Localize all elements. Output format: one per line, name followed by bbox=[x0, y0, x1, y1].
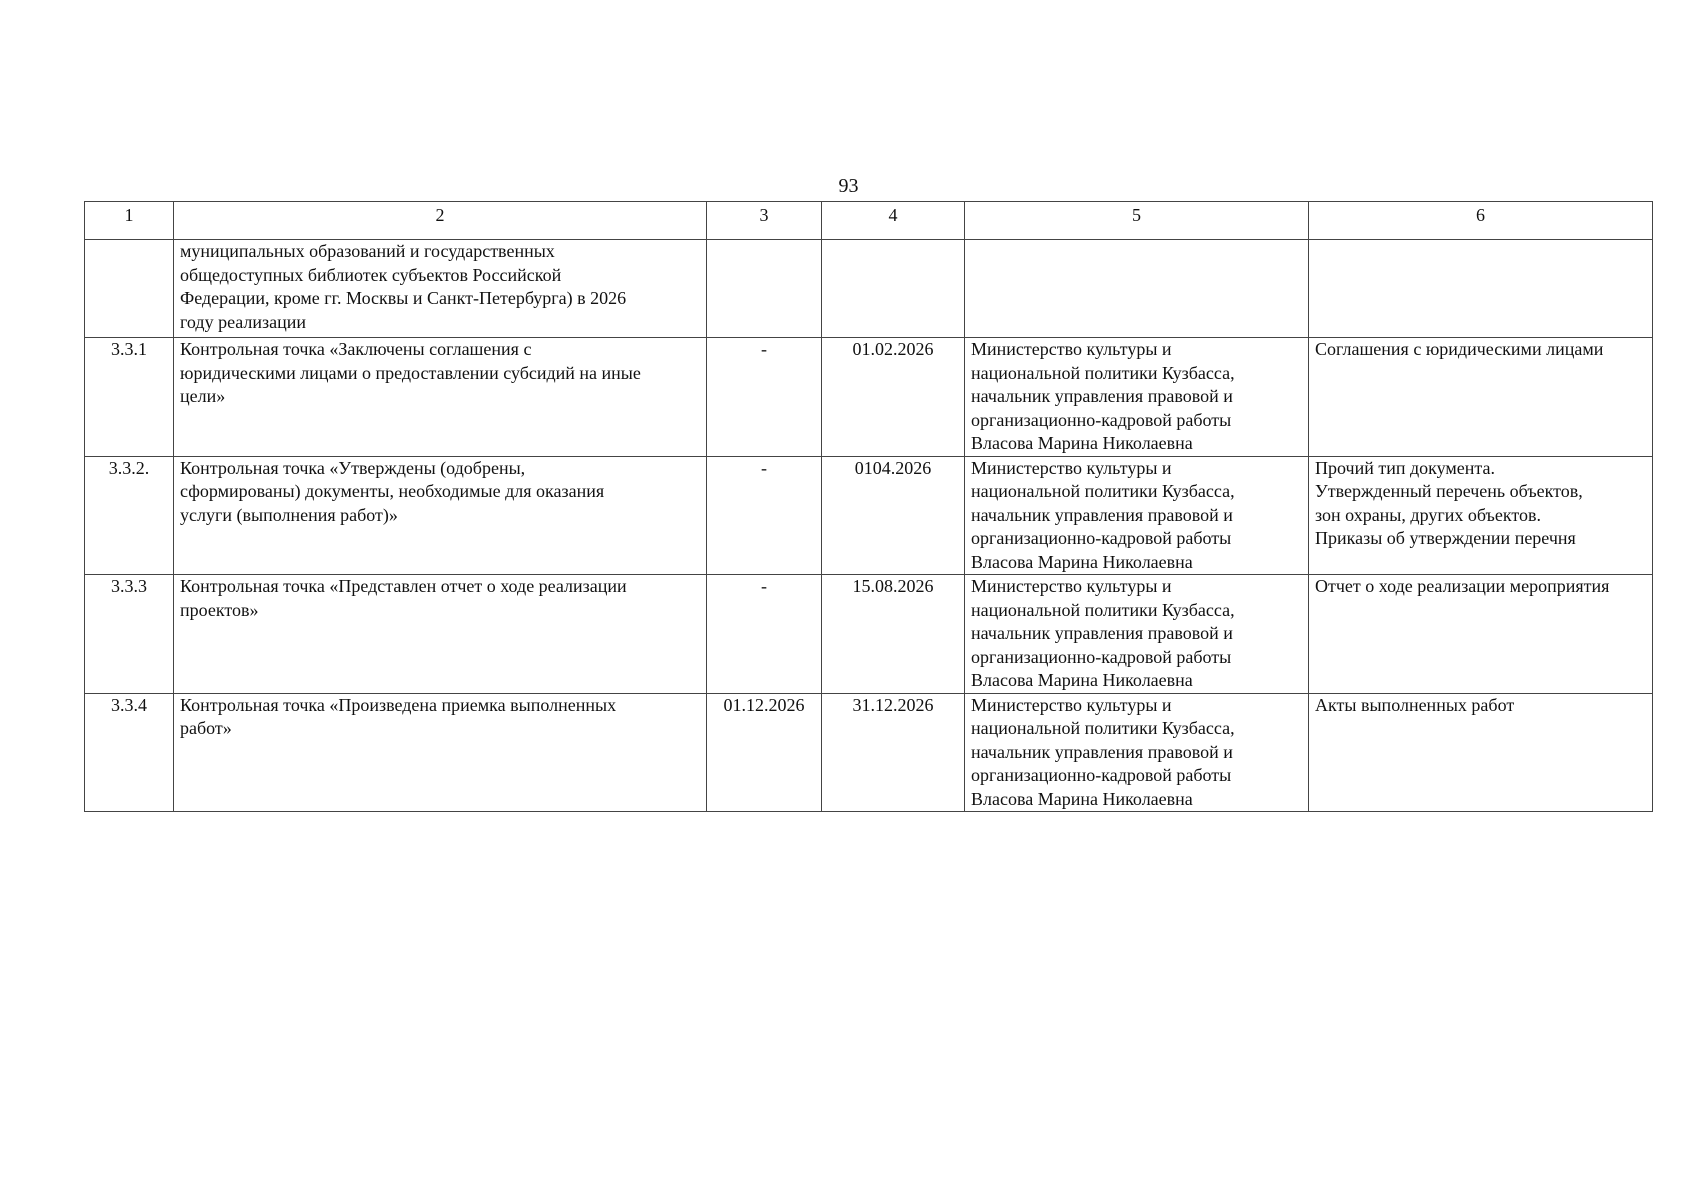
page-number: 93 bbox=[838, 175, 859, 197]
row-name: муниципальных образований и государственных общедоступных библиотек субъектов Российской Федерации, кроме гг. Москвы и Санкт-Петербурга) в 2026 году реализации bbox=[174, 240, 707, 338]
row-result bbox=[1309, 240, 1653, 338]
row-number: 3.3.3 bbox=[85, 575, 174, 694]
row-result: Прочий тип документа. Утвержденный перечень объектов, зон охраны, других объектов. Приказы об утверждении перечня bbox=[1309, 456, 1653, 575]
row-result: Отчет о ходе реализации мероприятия bbox=[1309, 575, 1653, 694]
row-result: Акты выполненных работ bbox=[1309, 693, 1653, 812]
row-start-date: 01.12.2026 bbox=[707, 693, 822, 812]
row-responsible: Министерство культуры и национальной политики Кузбасса, начальник управления правовой и организационно-кадровой работы Власова Марина Николаевна bbox=[965, 338, 1309, 457]
row-start-date bbox=[707, 240, 822, 338]
table-row bbox=[85, 693, 1653, 812]
row-start-date: - bbox=[707, 456, 822, 575]
header-col-5: 5 bbox=[965, 202, 1309, 240]
row-number bbox=[85, 240, 174, 338]
header-col-2: 2 bbox=[174, 202, 707, 240]
row-name: Контрольная точка «Утверждены (одобрены, сформированы) документы, необходимые для оказания услуги (выполнения работ)» bbox=[174, 456, 707, 575]
table-row bbox=[85, 338, 1653, 457]
control-points-table bbox=[84, 201, 1653, 812]
table-row-continuation bbox=[85, 240, 1653, 338]
table-row bbox=[85, 456, 1653, 575]
row-name: Контрольная точка «Произведена приемка выполненных работ» bbox=[174, 693, 707, 812]
table-body bbox=[85, 240, 1653, 812]
row-end-date bbox=[822, 240, 965, 338]
row-end-date: 0104.2026 bbox=[822, 456, 965, 575]
row-number: 3.3.4 bbox=[85, 693, 174, 812]
header-col-3: 3 bbox=[707, 202, 822, 240]
row-name: Контрольная точка «Заключены соглашения с юридическими лицами о предоставлении субсидий на иные цели» bbox=[174, 338, 707, 457]
row-number: 3.3.2. bbox=[85, 456, 174, 575]
row-end-date: 31.12.2026 bbox=[822, 693, 965, 812]
header-col-4: 4 bbox=[822, 202, 965, 240]
row-start-date: - bbox=[707, 575, 822, 694]
row-responsible: Министерство культуры и национальной политики Кузбасса, начальник управления правовой и организационно-кадровой работы Власова Марина Николаевна bbox=[965, 575, 1309, 694]
header-row bbox=[85, 202, 1653, 240]
table-header bbox=[85, 202, 1653, 240]
row-responsible bbox=[965, 240, 1309, 338]
row-result: Соглашения с юридическими лицами bbox=[1309, 338, 1653, 457]
row-start-date: - bbox=[707, 338, 822, 457]
header-col-6: 6 bbox=[1309, 202, 1653, 240]
row-end-date: 01.02.2026 bbox=[822, 338, 965, 457]
row-name: Контрольная точка «Представлен отчет о ходе реализации проектов» bbox=[174, 575, 707, 694]
row-end-date: 15.08.2026 bbox=[822, 575, 965, 694]
row-responsible: Министерство культуры и национальной политики Кузбасса, начальник управления правовой и организационно-кадровой работы Власова Марина Николаевна bbox=[965, 693, 1309, 812]
row-responsible: Министерство культуры и национальной политики Кузбасса, начальник управления правовой и организационно-кадровой работы Власова Марина Николаевна bbox=[965, 456, 1309, 575]
row-number: 3.3.1 bbox=[85, 338, 174, 457]
header-col-1: 1 bbox=[85, 202, 174, 240]
table-row bbox=[85, 575, 1653, 694]
